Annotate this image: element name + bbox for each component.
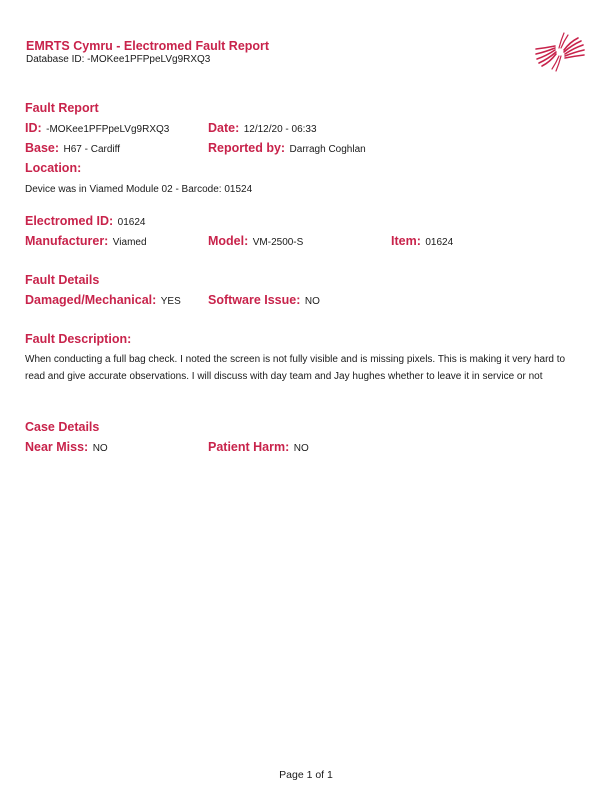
id-field [25,120,169,138]
base-value: H67 - Cardiff [63,144,121,155]
reported-by-value: Darragh Coghlan [289,144,366,155]
fault-description-section [25,331,585,385]
date-label: Date: [208,121,240,135]
id-label: ID: [25,121,42,135]
fault-report-section [25,100,366,200]
location-value-row [25,180,252,200]
location-label: Location: [25,161,82,175]
item-value: 01624 [425,237,454,248]
location-row [25,160,252,180]
software-issue-value: NO [304,296,320,307]
patient-harm-label: Patient Harm: [208,440,290,454]
electromed-id-label: Electromed ID: [25,214,114,228]
model-label: Model: [208,234,249,248]
software-issue-field [208,292,320,310]
database-id-value: -MOKee1PFPpeLVg9RXQ3 [87,54,211,65]
electromed-id-value: 01624 [117,217,146,228]
patient-harm-field [208,439,309,457]
model-value: VM-2500-S [252,237,304,248]
id-value: -MOKee1PFPpeLVg9RXQ3 [46,124,170,135]
case-details-section [25,419,309,459]
fault-report-heading: Fault Report [25,101,99,115]
device-section [25,213,454,253]
location-value: Device was in Viamed Module 02 - Barcode: 01524 [25,184,253,195]
manufacturer-value: Viamed [112,237,147,248]
manufacturer-row [25,233,454,253]
near-miss-field [25,439,108,457]
base-label: Base: [25,141,60,155]
software-issue-label: Software Issue: [208,293,301,307]
fault-description-heading: Fault Description: [25,332,132,346]
reported-by-field [208,140,366,158]
case-details-heading: Case Details [25,420,100,434]
report-title: EMRTS Cymru - Electromed Fault Report [26,39,270,53]
manufacturer-label: Manufacturer: [25,234,109,248]
case-flags-row [25,439,309,459]
fault-details-section [25,272,320,312]
fault-flags-row [25,292,320,312]
item-field [391,233,453,251]
patient-harm-value: NO [293,443,309,454]
damaged-field [25,292,181,310]
reported-by-label: Reported by: [208,141,286,155]
damaged-label: Damaged/Mechanical: [25,293,157,307]
electromed-id-row [25,213,145,233]
page-indicator: Page 1 of 1 [279,769,333,781]
manufacturer-field [25,233,147,251]
report-header [26,39,269,66]
database-id-label: Database ID: [26,54,85,65]
date-value: 12/12/20 - 06:33 [243,124,317,135]
base-reporter-row [25,140,366,160]
database-id-line [26,54,269,66]
date-field [208,120,317,138]
base-field [25,140,120,158]
near-miss-value: NO [92,443,108,454]
id-date-row [25,120,317,140]
emrts-logo-icon [534,29,586,75]
damaged-value: YES [160,296,181,307]
model-field [208,233,303,251]
fault-details-heading: Fault Details [25,273,100,287]
item-label: Item: [391,234,421,248]
near-miss-label: Near Miss: [25,440,89,454]
fault-description-text: When conducting a full bag check. I noted the screen is not fully visible and is missing pixels. This is making it very hard to read and give accurate observations. I will discuss with day team and Jay hughes whether to leave it in service or not [25,354,566,382]
